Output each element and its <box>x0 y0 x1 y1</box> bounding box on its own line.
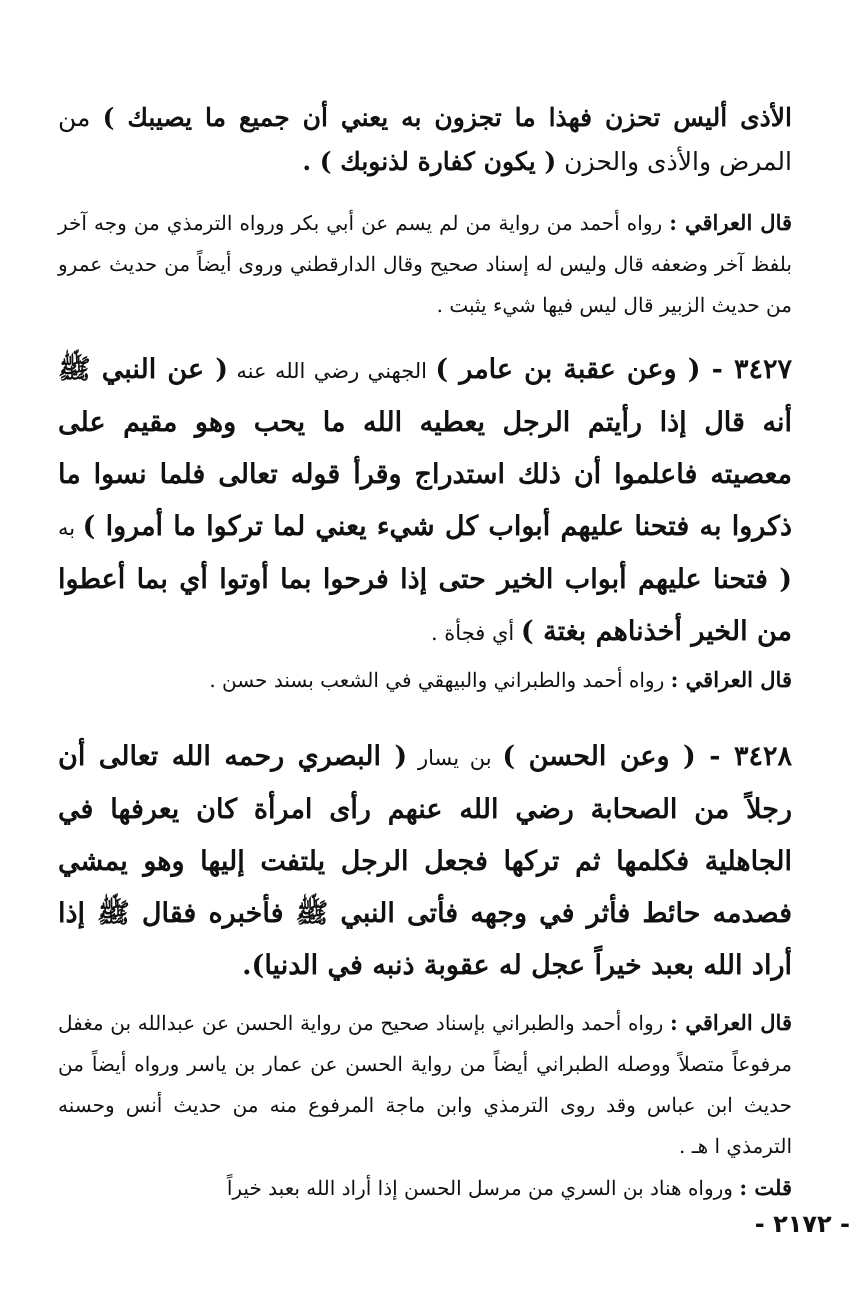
iraqi-note <box>58 659 792 701</box>
hadith-text: الأذى أليس تحزن فهذا ما تجزون به يعني أن جميع ما يصيبك ) <box>102 103 792 132</box>
page-number: - ٢١٧٢ - <box>754 1210 850 1238</box>
commentary-text: به <box>58 516 83 540</box>
note-label: قال العراقي : <box>669 1010 792 1035</box>
commentary-text: أي فجأة . <box>430 621 521 645</box>
commentary-text: الجهني رضي الله عنه <box>228 359 436 383</box>
hadith-number: ٣٤٢٨ - <box>695 741 792 772</box>
commentary-text: بن يسار <box>407 746 503 770</box>
hadith-text: ( فتحنا عليهم أبواب الخير حتى إذا فرحوا بما أوتوا أي بما أعطوا من الخير أخذناهم بغتة ) <box>58 564 792 647</box>
iraqi-note <box>58 1002 792 1167</box>
paragraph-continuation <box>58 96 792 184</box>
hadith-text: ( عن النبي ﷺ أنه قال إذا رأيتم الرجل يعطيه الله ما يحب وهو مقيم على معصيته فاعلموا أن ذلك استدراج وقرأ قوله تعالى فلما نسوا ما ذكروا به فتحنا عليهم أبواب كل شيء يعني لما تركوا ما أمروا ) <box>58 354 793 542</box>
hadith-narrator: ( وعن الحسن ) <box>502 741 696 772</box>
hadith-text: ( البصري رحمه الله تعالى أن رجلاً من الصحابة رضي الله عنهم رأى امرأة كان يعرفها في الجاهلية فكلمها ثم تركها فجعل الرجل يلتفت إليها وهو يمشي فصدمه حائط فأثر في وجهه فأتى النبي ﷺ فأخبره فقال ﷺ إذا أراد الله بعبد خيراً عجل له عقوبة ذنبه في الدنيا). <box>58 741 792 981</box>
hadith-narrator: ( وعن عقبة بن عامر ) <box>435 354 701 385</box>
note-text: رواه أحمد من رواية من لم يسم عن أبي بكر ورواه الترمذي من وجه آخر بلفظ آخر وضعفه قال وليس له إسناد صحيح وقال الدارقطني وروى أيضاً من حديث عمرو من حديث الزبير قال ليس فيها شيء يثبت . <box>58 211 792 317</box>
hadith-number: ٣٤٢٧ - <box>700 354 792 385</box>
note-text: ورواه هناد بن السري من مرسل الحسن إذا أراد الله بعبد خيراً <box>226 1176 740 1200</box>
note-text: رواه أحمد والطبراني والبيهقي في الشعب بسند حسن . <box>209 668 671 692</box>
author-note <box>58 1167 792 1209</box>
note-label: قال العراقي : <box>670 667 792 692</box>
note-text: رواه أحمد والطبراني بإسناد صحيح من رواية الحسن عن عبدالله بن مغفل مرفوعاً متصلاً ووصله الطبراني أيضاً من رواية الحسن عن عمار بن ياسر ورواه أيضاً من حديث ابن عباس وقد روى الترمذي وابن ماجة المرفوع منه من حديث أنس وحسنه الترمذي ا هـ . <box>58 1011 793 1158</box>
commentary-text: من المرض والأذى والحزن <box>58 103 792 176</box>
note-label: قلت : <box>739 1175 792 1200</box>
hadith-3427 <box>58 344 792 659</box>
hadith-text: ( يكون كفارة لذنوبك ) . <box>302 147 557 176</box>
note-label: قال العراقي : <box>669 210 792 235</box>
hadith-3428 <box>58 731 792 992</box>
iraqi-note <box>58 202 792 326</box>
